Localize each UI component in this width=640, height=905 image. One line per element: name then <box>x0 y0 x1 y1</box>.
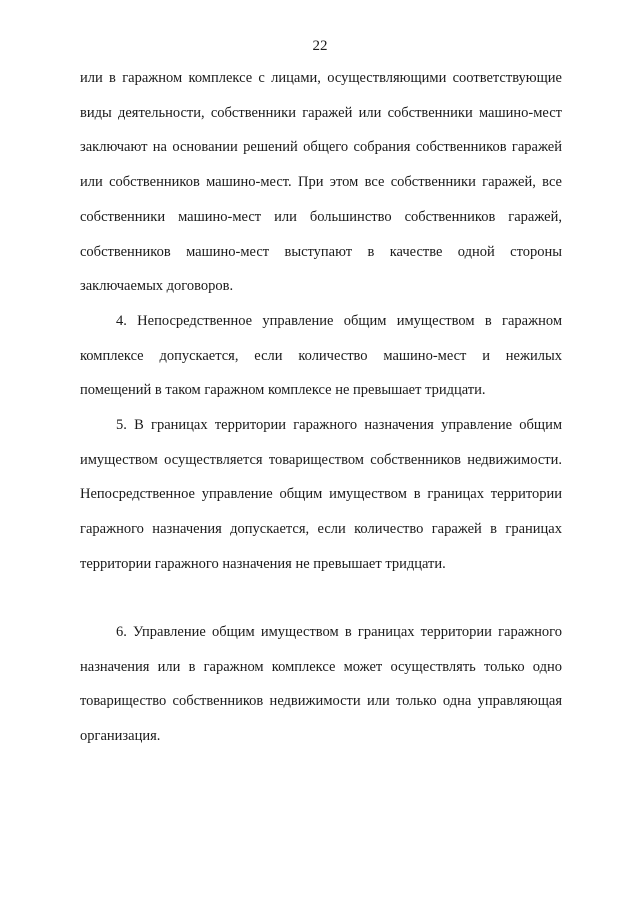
paragraph-item-4: 4. Непосредственное управление общим имуществом в гаражном комплексе допускается, если количество машино-мест и нежилых помещений в таком гаражном комплексе не превышает тридцати. <box>80 313 562 399</box>
paragraph-item-5: 5. В границах территории гаражного назначения управление общим имуществом осуществляется товариществом собственников недвижимости. Непосредственное управление общим имуществом в границах территории гаражного назначения допускается, если количество гаражей в границах территории гаражного назначения не превышает тридцати. <box>80 417 562 572</box>
paragraph-item-6: 6. Управление общим имуществом в границах территории гаражного назначения или в гаражном комплексе может осуществлять только одно товарищество собственников недвижимости или только одна управляющая организация. <box>80 624 562 745</box>
paragraph-continuation: или в гаражном комплексе с лицами, осуществляющими соответствующие виды деятельности, собственники гаражей или собственники машино-мест заключают на основании решений общего собрания собственников гаражей или собственников машино-мест. При этом все собственники гаражей, все собственники машино-мест или большинство собственников гаражей, собственников машино-мест выступают в качестве одной стороны заключаемых договоров. <box>80 70 562 295</box>
page-number: 22 <box>312 38 328 54</box>
